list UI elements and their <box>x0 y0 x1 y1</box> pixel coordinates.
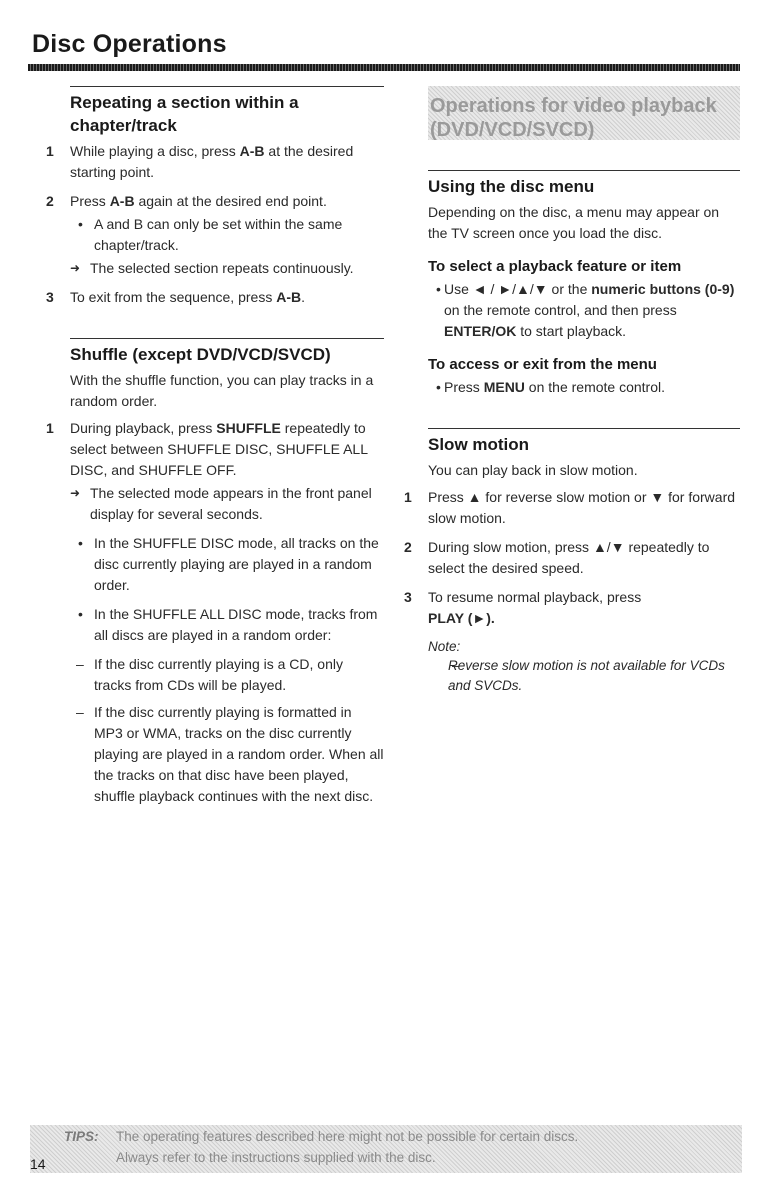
repeat-bullet: • A and B can only be set within the same chapter/track. <box>70 214 384 256</box>
key-label: A-B <box>109 193 135 209</box>
video-playback-banner <box>428 86 740 140</box>
slow-step-3 <box>404 587 740 629</box>
note-text: – Reverse slow motion is not available for VCDs and SVCDs. <box>428 656 740 696</box>
repeat-step-3 <box>46 287 384 308</box>
shuffle-intro: With the shuffle function, you can play tracks in a random order. <box>70 372 374 409</box>
repeat-step-1 <box>46 141 384 183</box>
step-text: To exit from the sequence, press <box>70 289 277 305</box>
shuffle-dash-cd: – If the disc currently playing is a CD, only tracks from CDs will be played. <box>70 654 384 696</box>
repeat-section-heading: Repeating a section within a chapter/track <box>70 86 384 137</box>
key-label: A-B <box>276 289 302 305</box>
key-label: PLAY (►). <box>428 610 495 626</box>
key-label: A-B <box>239 143 265 159</box>
step-text: While playing a disc, press <box>70 143 240 159</box>
access-menu-bullet <box>428 377 740 398</box>
title-rule <box>28 64 740 71</box>
slow-step-1 <box>404 487 740 529</box>
step-number: 2 <box>404 539 412 555</box>
shuffle-bullet-disc: • In the SHUFFLE DISC mode, all tracks on the disc currently playing are played in a random order. <box>70 533 384 596</box>
shuffle-step-1 <box>46 418 384 481</box>
bullet-text: on the remote control, and then press <box>444 302 677 318</box>
step-number: 1 <box>46 143 54 159</box>
slow-step-2 <box>404 537 740 579</box>
access-menu-heading: To access or exit from the menu <box>428 356 657 373</box>
select-feature-heading: To select a playback feature or item <box>428 258 682 275</box>
repeat-result: ➜ The selected section repeats continuously. <box>70 258 384 279</box>
step-text: To resume normal playback, press <box>428 589 642 605</box>
banner-title: Operations for video playback (DVD/VCD/SVCD) <box>430 95 717 141</box>
step-text: Press <box>70 193 110 209</box>
bullet-text: Use ◄ / ►/▲/▼ or the <box>444 281 592 297</box>
shuffle-section-heading: Shuffle (except DVD/VCD/SVCD) <box>70 338 384 366</box>
slow-motion-heading: Slow motion <box>428 428 740 456</box>
step-number: 3 <box>46 289 54 305</box>
page-title: Disc Operations <box>32 30 227 58</box>
tips-line-2: Always refer to the instructions supplied with the disc. <box>116 1150 436 1165</box>
shuffle-result: ➜ The selected mode appears in the front panel display for several seconds. <box>70 483 384 525</box>
select-feature-bullet <box>428 279 740 342</box>
step-number: 3 <box>404 589 412 605</box>
key-label: numeric buttons (0-9) <box>591 281 735 297</box>
left-column <box>46 86 384 813</box>
right-column <box>404 86 740 696</box>
disc-menu-intro: Depending on the disc, a menu may appear on the TV screen once you load the disc. <box>428 204 720 241</box>
step-number: 2 <box>46 193 54 209</box>
step-number: 1 <box>404 489 412 505</box>
step-text: at the desired starting point. <box>70 143 354 180</box>
page-number: 14 <box>30 1156 46 1172</box>
bullet-text: to start playback. <box>516 323 627 339</box>
bullet-text: Press <box>444 379 484 395</box>
step-text: repeatedly to select between SHUFFLE DISC, SHUFFLE ALL DISC, and SHUFFLE OFF. <box>70 420 368 478</box>
shuffle-dash-mp3: – If the disc currently playing is formatted in MP3 or WMA, tracks on the disc currently playing are played in a random order. When all the tracks on that disc have been played, shuffle playback continues with the next disc. <box>70 702 384 807</box>
bullet-text: on the remote control. <box>524 379 665 395</box>
shuffle-bullet-all-disc: • In the SHUFFLE ALL DISC mode, tracks from all discs are played in a random order: <box>70 604 384 646</box>
key-label: ENTER/OK <box>444 323 517 339</box>
step-text: During playback, press <box>70 420 217 436</box>
slow-motion-intro: You can play back in slow motion. <box>428 462 638 478</box>
step-text: again at the desired end point. <box>134 193 327 209</box>
key-label: SHUFFLE <box>216 420 281 436</box>
tips-line-1: The operating features described here might not be possible for certain discs. <box>116 1129 579 1144</box>
repeat-step-2 <box>46 191 384 212</box>
tips-box <box>30 1125 742 1173</box>
key-label: MENU <box>483 379 525 395</box>
tips-label: TIPS: <box>64 1129 99 1144</box>
step-number: 1 <box>46 420 54 436</box>
step-text: During slow motion, press ▲/▼ repeatedly to select the desired speed. <box>428 539 710 576</box>
step-text: . <box>301 289 305 305</box>
note-label: Note: <box>428 639 461 654</box>
disc-menu-heading: Using the disc menu <box>428 170 740 198</box>
step-text: Press ▲ for reverse slow motion or ▼ for forward slow motion. <box>428 489 736 526</box>
